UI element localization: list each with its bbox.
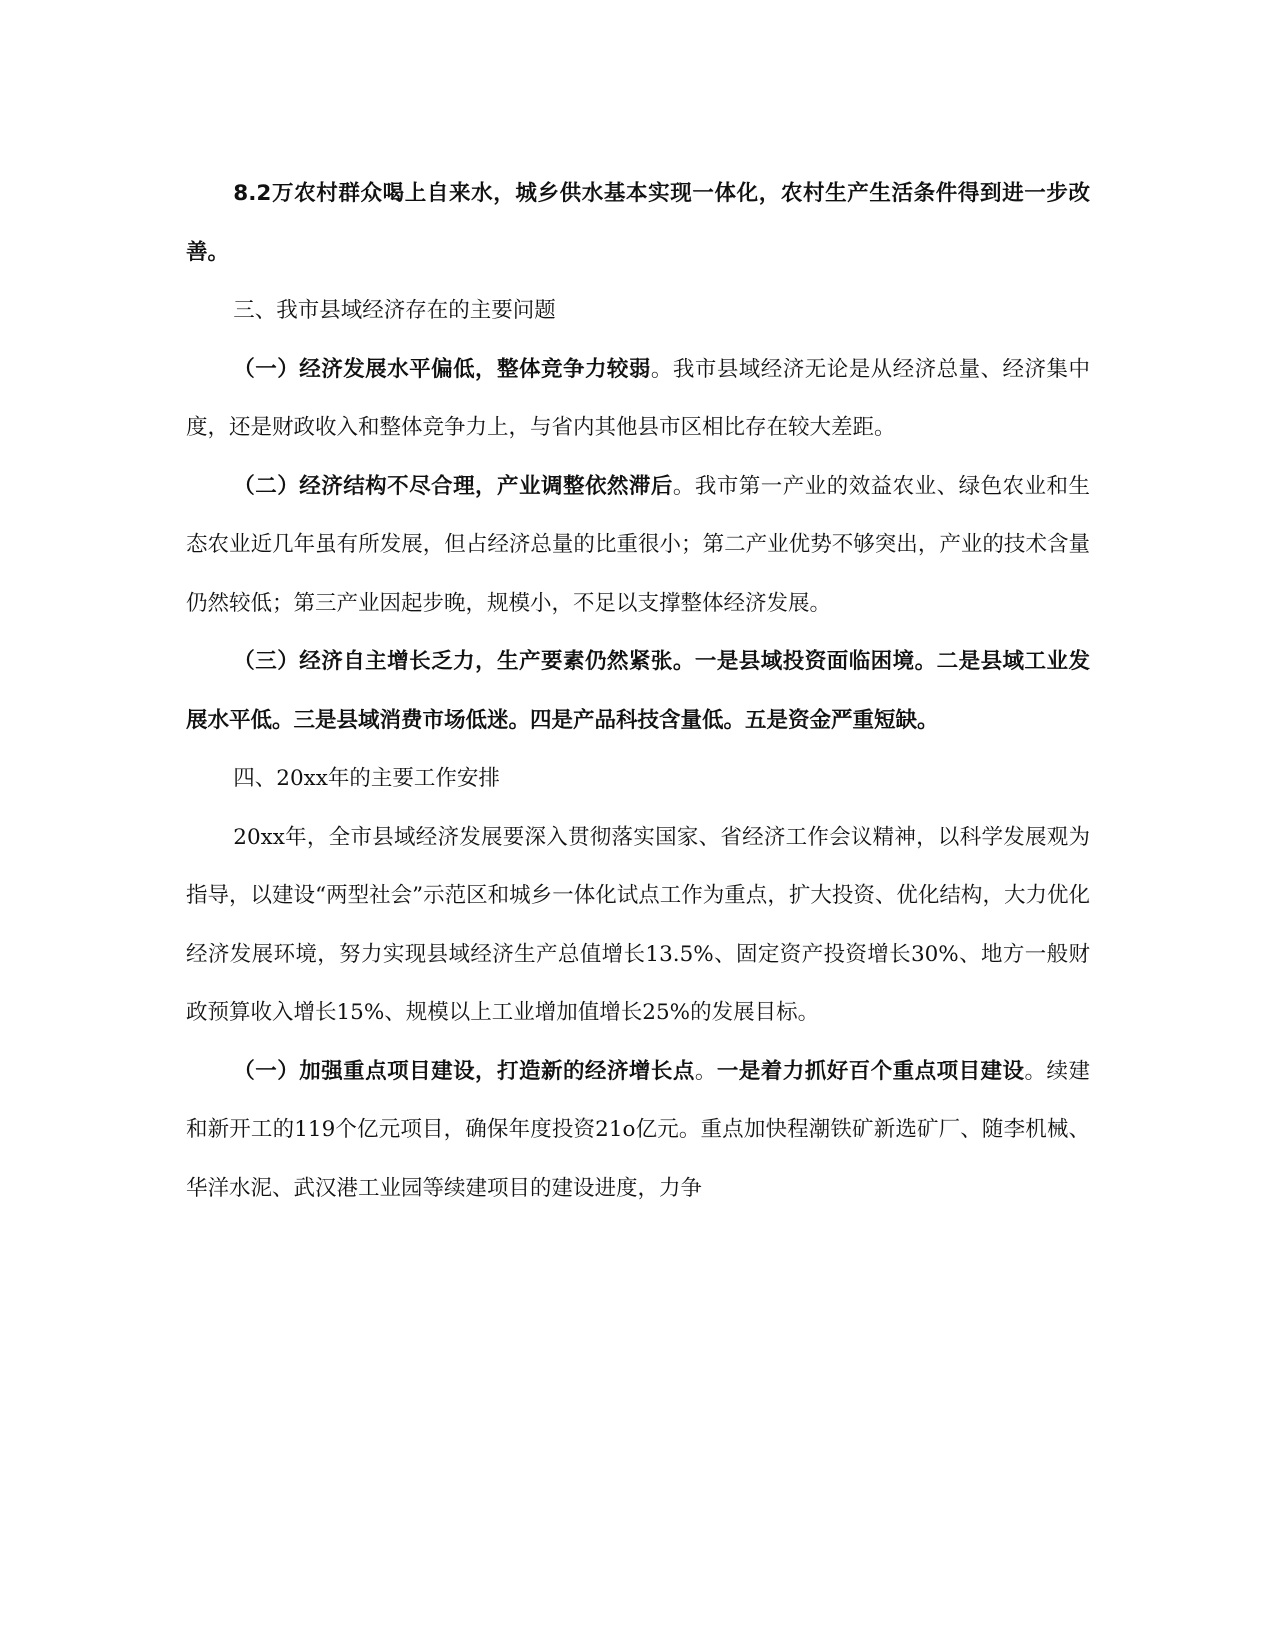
- problem-3-text: （三）经济自主增长乏力，生产要素仍然紧张。一是县域投资面临困境。二是县域工业发展水平低。三是县域消费市场低迷。四是产品科技含量低。五是资金严重短缺。: [186, 649, 1090, 733]
- section-heading-problems: [186, 282, 1090, 341]
- paragraph-water-supply: [186, 165, 1090, 282]
- problem-1-text: 。我市县域经济无论是从经济总量、经济集中度，还是财政收入和整体竞争力上，与省内其他县市区相比存在较大差距。: [186, 356, 1090, 440]
- paragraph-plan-overview: [186, 809, 1090, 1043]
- document-body: [186, 165, 1090, 1218]
- section-heading-plan: [186, 750, 1090, 809]
- problem-1-title: （一）经济发展水平偏低，整体竞争力较弱: [233, 356, 651, 382]
- paragraph-problem-2: [186, 458, 1090, 634]
- paragraph-plan-1: [186, 1043, 1090, 1219]
- section-heading-plan-text: 四、20xx年的主要工作安排: [233, 766, 500, 791]
- problem-2-text: 。我市第一产业的效益农业、绿色农业和生态农业近几年虽有所发展，但占经济总量的比重很小；第二产业优势不够突出，产业的技术含量仍然较低；第三产业因起步晚，规模小，不足以支撑整体经济发展。: [186, 473, 1090, 616]
- paragraph-problem-3: [186, 633, 1090, 750]
- plan-1-text: 。续建和新开工的119个亿元项目，确保年度投资21o亿元。重点加快程潮铁矿新选矿厂、随李机械、华洋水泥、武汉港工业园等续建项目的建设进度，力争: [186, 1058, 1090, 1201]
- paragraph-problem-1: [186, 341, 1090, 458]
- plan-1-subtitle: 一是着力抓好百个重点项目建设: [716, 1058, 1025, 1084]
- plan-overview-text: 20xx年，全市县域经济发展要深入贯彻落实国家、省经济工作会议精神，以科学发展观为指导，以建设“两型社会”示范区和城乡一体化试点工作为重点，扩大投资、优化结构，大力优化经济发展环境，努力实现县域经济生产总值增长13.5%、固定资产投资增长30%、地方一般财政预算收入增长15%、规模以上工业增加值增长25%的发展目标。: [186, 824, 1090, 1025]
- paragraph-water-supply-text: 8.2万农村群众喝上自来水，城乡供水基本实现一体化，农村生产生活条件得到进一步改善。: [186, 181, 1090, 265]
- section-heading-problems-text: 三、我市县域经济存在的主要问题: [233, 298, 556, 323]
- plan-1-title: （一）加强重点项目建设，打造新的经济增长点: [233, 1058, 695, 1084]
- problem-2-title: （二）经济结构不尽合理，产业调整依然滞后: [233, 473, 673, 499]
- plan-1-separator: 。: [694, 1058, 717, 1084]
